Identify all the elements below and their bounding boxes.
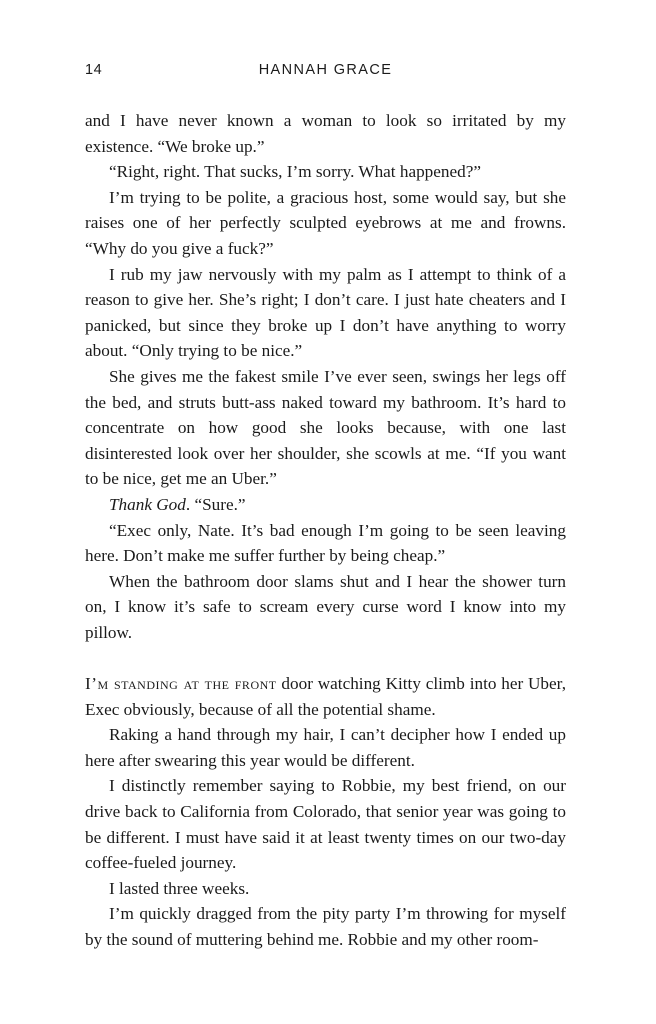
paragraph: I distinctly remember saying to Robbie, my best friend, on our drive back to California from Colorado, that senior year was going to be different. I must have said it at least twenty times on our two-day coffee-fueled journey.	[85, 776, 566, 873]
paragraph: “Exec only, Nate. It’s bad enough I’m going to be seen leaving here. Don’t make me suffer further by being cheap.”	[85, 520, 566, 566]
paragraph: “Right, right. That sucks, I’m sorry. What happened?”	[109, 162, 481, 182]
section-opening-smallcaps: I’m standing at the front	[85, 674, 277, 694]
paragraph: When the bathroom door slams shut and I hear the shower turn on, I know it’s safe to scream every curse word I know into my pillow.	[85, 571, 566, 642]
paragraph: I’m trying to be polite, a gracious host, some would say, but she raises one of her perfectly sculpted eyebrows at me and frowns. “Why do you give a fuck?”	[85, 187, 566, 258]
italic-phrase: Thank God	[109, 494, 186, 514]
paragraph: She gives me the fakest smile I’ve ever seen, swings her legs off the bed, and struts butt-ass naked toward my bathroom. It’s hard to concentrate on how good she looks because, with one last disinterested look over her shoulder, she scowls at me. “If you want to be nice, get me an Uber.”	[85, 366, 566, 489]
body-text	[85, 108, 566, 953]
paragraph: and I have never known a woman to look so irritated by my existence. “We broke up.”	[85, 111, 566, 156]
running-head: HANNAH GRACE	[258, 62, 393, 78]
page-number: 14	[85, 62, 103, 78]
paragraph	[85, 492, 566, 518]
paragraph: I rub my jaw nervously with my palm as I attempt to think of a reason to give her. She’s right; I don’t care. I just hate cheaters and I panicked, but since they broke up I don’t have anything to worry about. “Only trying to be nice.”	[85, 264, 566, 361]
paragraph: I’m quickly dragged from the pity party I’m throwing for myself by the sound of muttering behind me. Robbie and my other room-	[85, 904, 566, 949]
paragraph: Raking a hand through my hair, I can’t decipher how I ended up here after swearing this year would be different.	[85, 725, 566, 770]
section-opening-paragraph	[85, 671, 566, 722]
section-break	[85, 645, 566, 671]
paragraph: I lasted three weeks.	[109, 878, 250, 898]
paragraph-rest: . “Sure.”	[185, 494, 246, 514]
page-header	[85, 62, 566, 86]
section-opening-rest: door watching Kitty climb into her Uber, Exec obviously, because of all the potential shame.	[85, 674, 566, 719]
